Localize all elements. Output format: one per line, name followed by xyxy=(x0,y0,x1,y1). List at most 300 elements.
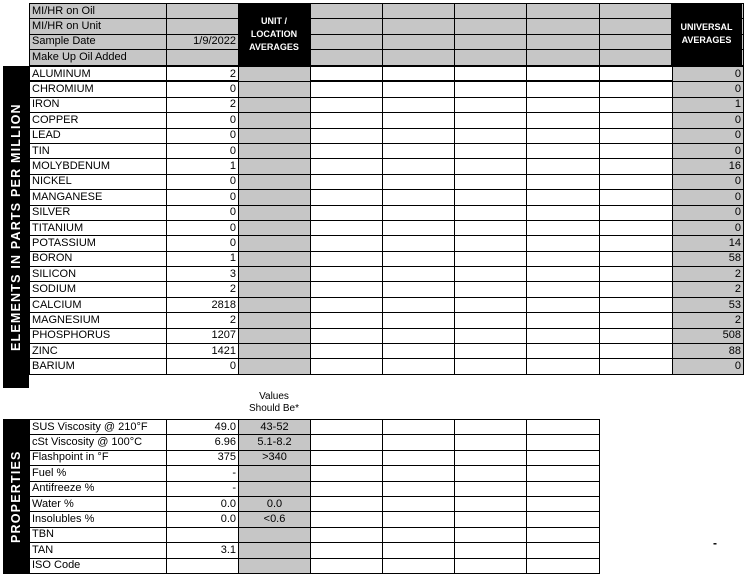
history-cell xyxy=(455,496,527,511)
history-cell xyxy=(600,143,673,158)
values-should-be-note xyxy=(238,391,310,415)
property-should-be: 0.0 xyxy=(239,496,311,511)
history-cell xyxy=(527,420,600,435)
history-cell xyxy=(383,220,455,235)
property-value: 6.96 xyxy=(167,435,239,450)
universal-average: 14 xyxy=(673,236,744,251)
element-name: COPPER xyxy=(30,113,167,128)
element-value: 2818 xyxy=(167,297,239,312)
element-name: BARIUM xyxy=(30,359,167,374)
history-cell xyxy=(527,344,600,359)
history-cell xyxy=(311,67,383,82)
unit-average-cell xyxy=(239,143,311,158)
universal-average: 0 xyxy=(673,205,744,220)
history-cell xyxy=(455,190,527,205)
history-cell xyxy=(383,205,455,220)
properties-title: PROPERTIES xyxy=(9,450,23,543)
property-name: TBN xyxy=(30,527,167,542)
properties-table xyxy=(29,419,600,574)
header-blank-cell xyxy=(311,19,383,34)
property-should-be: <0.6 xyxy=(239,512,311,527)
element-row xyxy=(30,344,744,359)
history-cell xyxy=(455,512,527,527)
element-value: 2 xyxy=(167,67,239,82)
property-name: Insolubles % xyxy=(30,512,167,527)
element-name: MOLYBDENUM xyxy=(30,159,167,174)
history-cell xyxy=(600,282,673,297)
history-cell xyxy=(455,82,527,97)
element-name: PHOSPHORUS xyxy=(30,328,167,343)
history-cell xyxy=(600,128,673,143)
property-should-be: 43-52 xyxy=(239,420,311,435)
unit-average-cell xyxy=(239,190,311,205)
history-cell xyxy=(383,251,455,266)
history-cell xyxy=(311,282,383,297)
element-row xyxy=(30,313,744,328)
history-cell xyxy=(600,174,673,189)
header-blank-cell xyxy=(527,19,600,34)
property-value: 0.0 xyxy=(167,512,239,527)
header-blank-cell xyxy=(600,50,673,65)
unit-average-cell xyxy=(239,282,311,297)
unit-average-cell xyxy=(239,97,311,112)
element-value: 2 xyxy=(167,97,239,112)
history-cell xyxy=(311,297,383,312)
history-cell xyxy=(455,267,527,282)
history-cell xyxy=(455,236,527,251)
history-cell xyxy=(527,128,600,143)
history-cell xyxy=(600,113,673,128)
header-label: MI/HR on Unit xyxy=(30,19,167,34)
element-row xyxy=(30,251,744,266)
property-value: - xyxy=(167,466,239,481)
universal-line-2: AVERAGES xyxy=(681,35,732,45)
history-cell xyxy=(600,297,673,312)
property-row xyxy=(30,466,600,481)
element-row xyxy=(30,67,744,82)
history-cell xyxy=(383,143,455,158)
element-name: MANGANESE xyxy=(30,190,167,205)
unit-average-cell xyxy=(239,236,311,251)
history-cell xyxy=(311,527,383,542)
elements-title: ELEMENTS IN PARTS PER MILLION xyxy=(9,103,23,351)
unit-average-cell xyxy=(239,251,311,266)
property-name: cSt Viscosity @ 100°C xyxy=(30,435,167,450)
history-cell xyxy=(383,297,455,312)
element-name: CALCIUM xyxy=(30,297,167,312)
history-cell xyxy=(600,251,673,266)
history-cell xyxy=(455,159,527,174)
universal-average: 0 xyxy=(673,220,744,235)
history-cell xyxy=(383,527,455,542)
element-name: TITANIUM xyxy=(30,220,167,235)
history-cell xyxy=(311,82,383,97)
history-cell xyxy=(383,282,455,297)
unit-average-cell xyxy=(239,159,311,174)
element-row xyxy=(30,113,744,128)
unit-average-cell xyxy=(239,205,311,220)
history-cell xyxy=(455,344,527,359)
history-cell xyxy=(527,313,600,328)
header-blank-cell xyxy=(455,34,527,49)
history-cell xyxy=(527,205,600,220)
property-value xyxy=(167,527,239,542)
universal-line-1: UNIVERSAL xyxy=(680,22,733,32)
element-name: BORON xyxy=(30,251,167,266)
history-cell xyxy=(383,159,455,174)
element-value: 0 xyxy=(167,236,239,251)
history-cell xyxy=(311,481,383,496)
property-should-be xyxy=(239,481,311,496)
element-row xyxy=(30,82,744,97)
universal-average: 88 xyxy=(673,344,744,359)
element-name: LEAD xyxy=(30,128,167,143)
history-cell xyxy=(527,297,600,312)
property-value: 3.1 xyxy=(167,543,239,558)
history-cell xyxy=(600,236,673,251)
history-cell xyxy=(311,466,383,481)
history-cell xyxy=(455,359,527,374)
header-row xyxy=(30,19,744,34)
history-cell xyxy=(383,328,455,343)
element-value: 0 xyxy=(167,82,239,97)
history-cell xyxy=(527,282,600,297)
history-cell xyxy=(455,97,527,112)
history-cell xyxy=(311,267,383,282)
element-name: ALUMINUM xyxy=(30,67,167,82)
element-row xyxy=(30,97,744,112)
history-cell xyxy=(311,496,383,511)
history-cell xyxy=(383,190,455,205)
universal-average: 0 xyxy=(673,143,744,158)
history-cell xyxy=(455,128,527,143)
history-cell xyxy=(527,143,600,158)
history-cell xyxy=(455,143,527,158)
universal-average: 58 xyxy=(673,251,744,266)
property-value: 49.0 xyxy=(167,420,239,435)
history-cell xyxy=(527,97,600,112)
history-cell xyxy=(527,543,600,558)
header-value: 1/9/2022 xyxy=(167,34,239,49)
element-value: 0 xyxy=(167,190,239,205)
unit-avg-line-2: LOCATION xyxy=(250,28,298,39)
element-row xyxy=(30,159,744,174)
history-cell xyxy=(311,220,383,235)
element-row xyxy=(30,220,744,235)
header-blank-cell xyxy=(527,50,600,65)
header-label: Sample Date xyxy=(30,34,167,49)
element-value: 3 xyxy=(167,267,239,282)
history-cell xyxy=(455,558,527,573)
unit-avg-line-1: UNIT / xyxy=(261,15,287,26)
history-cell xyxy=(527,512,600,527)
history-cell xyxy=(455,67,527,82)
history-cell xyxy=(600,359,673,374)
history-cell xyxy=(383,82,455,97)
element-name: MAGNESIUM xyxy=(30,313,167,328)
property-should-be xyxy=(239,527,311,542)
header-blank-cell xyxy=(527,34,600,49)
history-cell xyxy=(311,359,383,374)
history-cell xyxy=(600,97,673,112)
element-name: POTASSIUM xyxy=(30,236,167,251)
history-cell xyxy=(455,313,527,328)
history-cell xyxy=(455,328,527,343)
property-value: 0.0 xyxy=(167,496,239,511)
history-cell xyxy=(383,267,455,282)
history-cell xyxy=(600,82,673,97)
element-value: 2 xyxy=(167,282,239,297)
element-value: 0 xyxy=(167,359,239,374)
element-value: 0 xyxy=(167,113,239,128)
unit-average-cell xyxy=(239,82,311,97)
history-cell xyxy=(527,251,600,266)
universal-average: 53 xyxy=(673,297,744,312)
property-name: SUS Viscosity @ 210°F xyxy=(30,420,167,435)
history-cell xyxy=(383,481,455,496)
universal-averages-header xyxy=(671,3,742,65)
unit-location-averages-header xyxy=(238,3,310,65)
history-cell xyxy=(311,128,383,143)
header-value xyxy=(167,19,239,34)
history-cell xyxy=(383,67,455,82)
element-value: 2 xyxy=(167,313,239,328)
header-blank-cell xyxy=(600,34,673,49)
element-name: SILVER xyxy=(30,205,167,220)
header-label: MI/HR on Oil xyxy=(30,4,167,19)
history-cell xyxy=(311,344,383,359)
property-row xyxy=(30,435,600,450)
unit-average-cell xyxy=(239,297,311,312)
history-cell xyxy=(311,97,383,112)
history-cell xyxy=(455,420,527,435)
element-name: NICKEL xyxy=(30,174,167,189)
history-cell xyxy=(383,435,455,450)
header-row xyxy=(30,34,744,49)
unit-average-cell xyxy=(239,67,311,82)
history-cell xyxy=(311,313,383,328)
history-cell xyxy=(455,543,527,558)
history-cell xyxy=(527,496,600,511)
header-blank-cell xyxy=(311,50,383,65)
property-should-be: >340 xyxy=(239,450,311,465)
property-row xyxy=(30,450,600,465)
property-should-be xyxy=(239,466,311,481)
history-cell xyxy=(311,174,383,189)
history-cell xyxy=(455,527,527,542)
history-cell xyxy=(311,190,383,205)
property-should-be xyxy=(239,558,311,573)
history-cell xyxy=(311,420,383,435)
property-name: Antifreeze % xyxy=(30,481,167,496)
property-name: TAN xyxy=(30,543,167,558)
property-name: Water % xyxy=(30,496,167,511)
universal-average: 2 xyxy=(673,267,744,282)
history-cell xyxy=(311,450,383,465)
property-row xyxy=(30,496,600,511)
history-cell xyxy=(311,512,383,527)
history-cell xyxy=(527,190,600,205)
history-cell xyxy=(455,113,527,128)
unit-avg-line-3: AVERAGES xyxy=(249,41,299,52)
header-value xyxy=(167,50,239,65)
history-cell xyxy=(455,220,527,235)
history-cell xyxy=(527,267,600,282)
universal-average: 16 xyxy=(673,159,744,174)
element-name: SILICON xyxy=(30,267,167,282)
universal-average: 0 xyxy=(673,359,744,374)
element-value: 0 xyxy=(167,143,239,158)
history-cell xyxy=(527,113,600,128)
header-blank-cell xyxy=(383,34,455,49)
history-cell xyxy=(383,420,455,435)
history-cell xyxy=(383,128,455,143)
property-should-be xyxy=(239,543,311,558)
header-blank-cell xyxy=(311,4,383,19)
history-cell xyxy=(527,220,600,235)
header-blank-cell xyxy=(527,4,600,19)
property-should-be: 5.1-8.2 xyxy=(239,435,311,450)
history-cell xyxy=(383,543,455,558)
header-blank-cell xyxy=(600,4,673,19)
element-row xyxy=(30,267,744,282)
header-blank-cell xyxy=(455,19,527,34)
header-blank-cell xyxy=(383,19,455,34)
history-cell xyxy=(383,174,455,189)
properties-section-label xyxy=(3,419,29,574)
history-cell xyxy=(527,67,600,82)
property-row xyxy=(30,420,600,435)
header-blank-cell xyxy=(455,50,527,65)
universal-average: 0 xyxy=(673,174,744,189)
element-row xyxy=(30,328,744,343)
universal-average: 0 xyxy=(673,67,744,82)
element-value: 1421 xyxy=(167,344,239,359)
history-cell xyxy=(311,543,383,558)
history-cell xyxy=(311,205,383,220)
history-cell xyxy=(455,251,527,266)
element-value: 1 xyxy=(167,159,239,174)
history-cell xyxy=(527,359,600,374)
elements-table xyxy=(29,66,744,375)
element-name: ZINC xyxy=(30,344,167,359)
history-cell xyxy=(527,174,600,189)
history-cell xyxy=(455,205,527,220)
unit-average-cell xyxy=(239,220,311,235)
history-cell xyxy=(383,236,455,251)
element-row xyxy=(30,282,744,297)
unit-average-cell xyxy=(239,313,311,328)
history-cell xyxy=(455,466,527,481)
element-row xyxy=(30,297,744,312)
history-cell xyxy=(600,205,673,220)
history-cell xyxy=(455,450,527,465)
history-cell xyxy=(527,328,600,343)
element-value: 0 xyxy=(167,174,239,189)
property-name: Fuel % xyxy=(30,466,167,481)
header-row xyxy=(30,4,744,19)
history-cell xyxy=(527,466,600,481)
property-name: Flashpoint in °F xyxy=(30,450,167,465)
stray-dash: - xyxy=(713,536,717,550)
history-cell xyxy=(311,159,383,174)
header-row xyxy=(30,50,744,65)
element-row xyxy=(30,128,744,143)
history-cell xyxy=(383,313,455,328)
universal-average: 0 xyxy=(673,113,744,128)
history-cell xyxy=(527,159,600,174)
element-row xyxy=(30,205,744,220)
history-cell xyxy=(311,435,383,450)
universal-average: 1 xyxy=(673,97,744,112)
history-cell xyxy=(311,328,383,343)
history-cell xyxy=(600,267,673,282)
history-cell xyxy=(455,174,527,189)
history-cell xyxy=(600,159,673,174)
header-blank-cell xyxy=(383,50,455,65)
element-row xyxy=(30,143,744,158)
property-row xyxy=(30,527,600,542)
unit-average-cell xyxy=(239,174,311,189)
history-cell xyxy=(527,82,600,97)
history-cell xyxy=(383,496,455,511)
history-cell xyxy=(527,558,600,573)
universal-average: 2 xyxy=(673,313,744,328)
history-cell xyxy=(383,512,455,527)
history-cell xyxy=(383,97,455,112)
history-cell xyxy=(383,344,455,359)
history-cell xyxy=(383,450,455,465)
header-blank-cell xyxy=(383,4,455,19)
element-row xyxy=(30,190,744,205)
note-line-2: Should Be* xyxy=(248,403,300,414)
element-name: IRON xyxy=(30,97,167,112)
unit-average-cell xyxy=(239,344,311,359)
history-cell xyxy=(383,466,455,481)
element-value: 1207 xyxy=(167,328,239,343)
history-cell xyxy=(455,282,527,297)
header-label: Make Up Oil Added xyxy=(30,50,167,65)
property-row xyxy=(30,558,600,573)
header-blank-cell xyxy=(311,34,383,49)
unit-average-cell xyxy=(239,113,311,128)
element-value: 0 xyxy=(167,128,239,143)
history-cell xyxy=(600,344,673,359)
history-cell xyxy=(455,481,527,496)
note-line-1: Values xyxy=(259,391,289,402)
universal-average: 508 xyxy=(673,328,744,343)
history-cell xyxy=(600,328,673,343)
property-row xyxy=(30,481,600,496)
history-cell xyxy=(383,113,455,128)
history-cell xyxy=(383,359,455,374)
history-cell xyxy=(600,190,673,205)
element-value: 0 xyxy=(167,220,239,235)
history-cell xyxy=(311,558,383,573)
elements-section-label xyxy=(3,66,29,388)
history-cell xyxy=(311,113,383,128)
unit-average-cell xyxy=(239,267,311,282)
universal-average: 2 xyxy=(673,282,744,297)
header-value xyxy=(167,4,239,19)
history-cell xyxy=(527,481,600,496)
property-row xyxy=(30,543,600,558)
unit-average-cell xyxy=(239,359,311,374)
history-cell xyxy=(527,527,600,542)
property-value: 375 xyxy=(167,450,239,465)
history-cell xyxy=(311,143,383,158)
element-row xyxy=(30,236,744,251)
